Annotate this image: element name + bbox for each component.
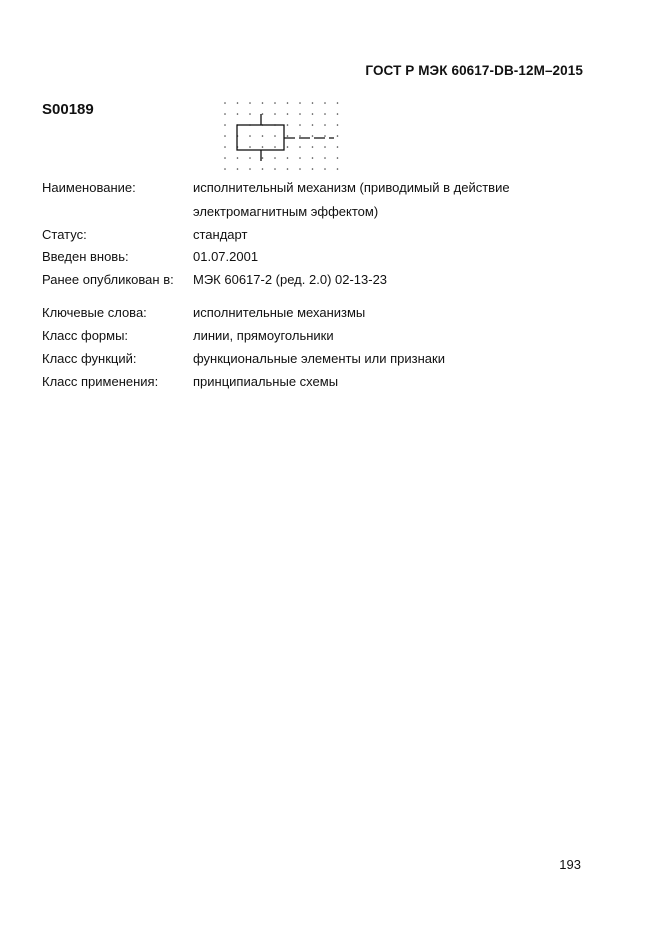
- grid-dot: [224, 168, 226, 170]
- grid-dot: [249, 168, 251, 170]
- field-value-function-class: функциональные элементы или признаки: [193, 351, 445, 366]
- grid-dot: [337, 113, 339, 115]
- grid-dot: [324, 102, 326, 104]
- grid-dot: [287, 102, 289, 104]
- grid-dot: [262, 146, 264, 148]
- grid-dot: [337, 146, 339, 148]
- field-label-keywords: Ключевые слова:: [42, 305, 147, 320]
- grid-dot: [274, 168, 276, 170]
- grid-dot: [312, 135, 314, 137]
- grid-dot: [299, 146, 301, 148]
- grid-dot: [324, 135, 326, 137]
- grid-dot: [299, 168, 301, 170]
- grid-dot: [299, 102, 301, 104]
- actuator-symbol-drawing: [218, 96, 354, 176]
- grid-dot: [274, 146, 276, 148]
- grid-dot: [324, 113, 326, 115]
- field-label-name: Наименование:: [42, 180, 136, 195]
- grid-dot: [274, 102, 276, 104]
- grid-dot: [274, 113, 276, 115]
- grid-dot: [324, 124, 326, 126]
- grid-dot: [224, 124, 226, 126]
- field-value-form-class: линии, прямоугольники: [193, 328, 334, 343]
- field-label-application-class: Класс применения:: [42, 374, 159, 389]
- grid-dot: [299, 135, 301, 137]
- field-value-previously-published: МЭК 60617-2 (ред. 2.0) 02-13-23: [193, 272, 388, 287]
- grid-dot: [287, 135, 289, 137]
- symbol-body-rect: [237, 125, 284, 150]
- grid-dot: [262, 113, 264, 115]
- grid-dot: [337, 168, 339, 170]
- grid-dot: [337, 124, 339, 126]
- grid-dot: [224, 157, 226, 159]
- field-label-form-class: Класс формы:: [42, 328, 129, 343]
- page-number: 193: [559, 857, 581, 872]
- grid-dot: [287, 113, 289, 115]
- grid-dot: [299, 113, 301, 115]
- grid-dot: [287, 157, 289, 159]
- grid-dot: [299, 157, 301, 159]
- grid-dot: [287, 146, 289, 148]
- document-header: ГОСТ Р МЭК 60617-DB-12M–2015: [365, 63, 583, 78]
- grid-dot: [274, 135, 276, 137]
- grid-dot: [299, 124, 301, 126]
- grid-dot: [249, 157, 251, 159]
- grid-dot: [262, 157, 264, 159]
- grid-dot: [249, 102, 251, 104]
- field-value-status: стандарт: [193, 227, 248, 242]
- grid-dot: [324, 157, 326, 159]
- field-label-previously-published: Ранее опубликован в:: [42, 272, 174, 287]
- grid-dot: [249, 146, 251, 148]
- grid-dot: [224, 102, 226, 104]
- grid-dot: [324, 168, 326, 170]
- field-value-name-cont: электромагнитным эффектом): [193, 204, 379, 219]
- grid-dot: [312, 113, 314, 115]
- grid-dot: [237, 168, 239, 170]
- grid-dot: [224, 146, 226, 148]
- grid-dot: [224, 135, 226, 137]
- field-label-introduced: Введен вновь:: [42, 249, 129, 264]
- grid-dot: [249, 135, 251, 137]
- symbol-grid-dots: [224, 102, 338, 170]
- grid-dot: [287, 168, 289, 170]
- grid-dot: [312, 168, 314, 170]
- grid-dot: [287, 124, 289, 126]
- grid-dot: [237, 102, 239, 104]
- grid-dot: [249, 113, 251, 115]
- grid-dot: [237, 113, 239, 115]
- grid-dot: [262, 135, 264, 137]
- field-label-status: Статус:: [42, 227, 87, 242]
- field-value-introduced: 01.07.2001: [193, 249, 259, 264]
- grid-dot: [312, 102, 314, 104]
- grid-dot: [337, 102, 339, 104]
- grid-dot: [312, 146, 314, 148]
- grid-dot: [312, 124, 314, 126]
- grid-dot: [237, 157, 239, 159]
- field-label-function-class: Класс функций:: [42, 351, 137, 366]
- grid-dot: [274, 157, 276, 159]
- field-value-name: исполнительный механизм (приводимый в действие: [193, 180, 510, 195]
- grid-dot: [224, 113, 226, 115]
- grid-dot: [262, 168, 264, 170]
- grid-dot: [312, 157, 314, 159]
- grid-dot: [337, 135, 339, 137]
- symbol-code: S00189: [42, 101, 94, 118]
- grid-dot: [324, 146, 326, 148]
- field-value-application-class: принципиальные схемы: [193, 374, 339, 389]
- field-value-keywords: исполнительные механизмы: [193, 305, 366, 320]
- grid-dot: [262, 102, 264, 104]
- grid-dot: [337, 157, 339, 159]
